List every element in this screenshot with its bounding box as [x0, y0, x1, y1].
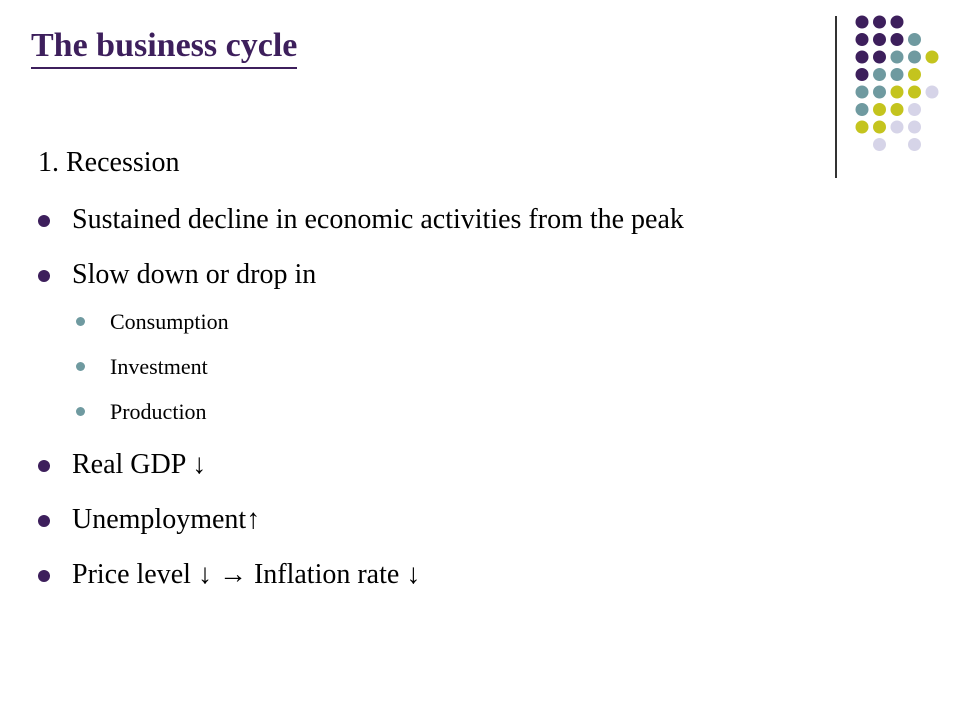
sub-bullet-text: Consumption [110, 309, 229, 334]
sub-bullet-dot [76, 317, 85, 326]
bullet-dot [38, 270, 50, 282]
bullet-dot [38, 215, 50, 227]
bullet-text: Unemployment↑ [72, 504, 261, 535]
bullet-text: Slow down or drop in [72, 259, 317, 290]
section-heading: 1. Recession [38, 147, 180, 178]
bullet-text: Price level ↓ → Inflation rate ↓ [72, 559, 421, 590]
bullet-text: Sustained decline in economic activities from the peak [72, 204, 684, 235]
bullet-dot [38, 460, 50, 472]
bullet-dot [38, 515, 50, 527]
bullet-dot [38, 570, 50, 582]
bullet-text: Real GDP ↓ [72, 449, 207, 480]
sub-bullet-text: Production [110, 399, 207, 424]
sub-bullet-text: Investment [110, 354, 208, 379]
sub-bullet-dot [76, 407, 85, 416]
slide-title: The business cycle [31, 26, 297, 69]
sub-bullet-dot [76, 362, 85, 371]
